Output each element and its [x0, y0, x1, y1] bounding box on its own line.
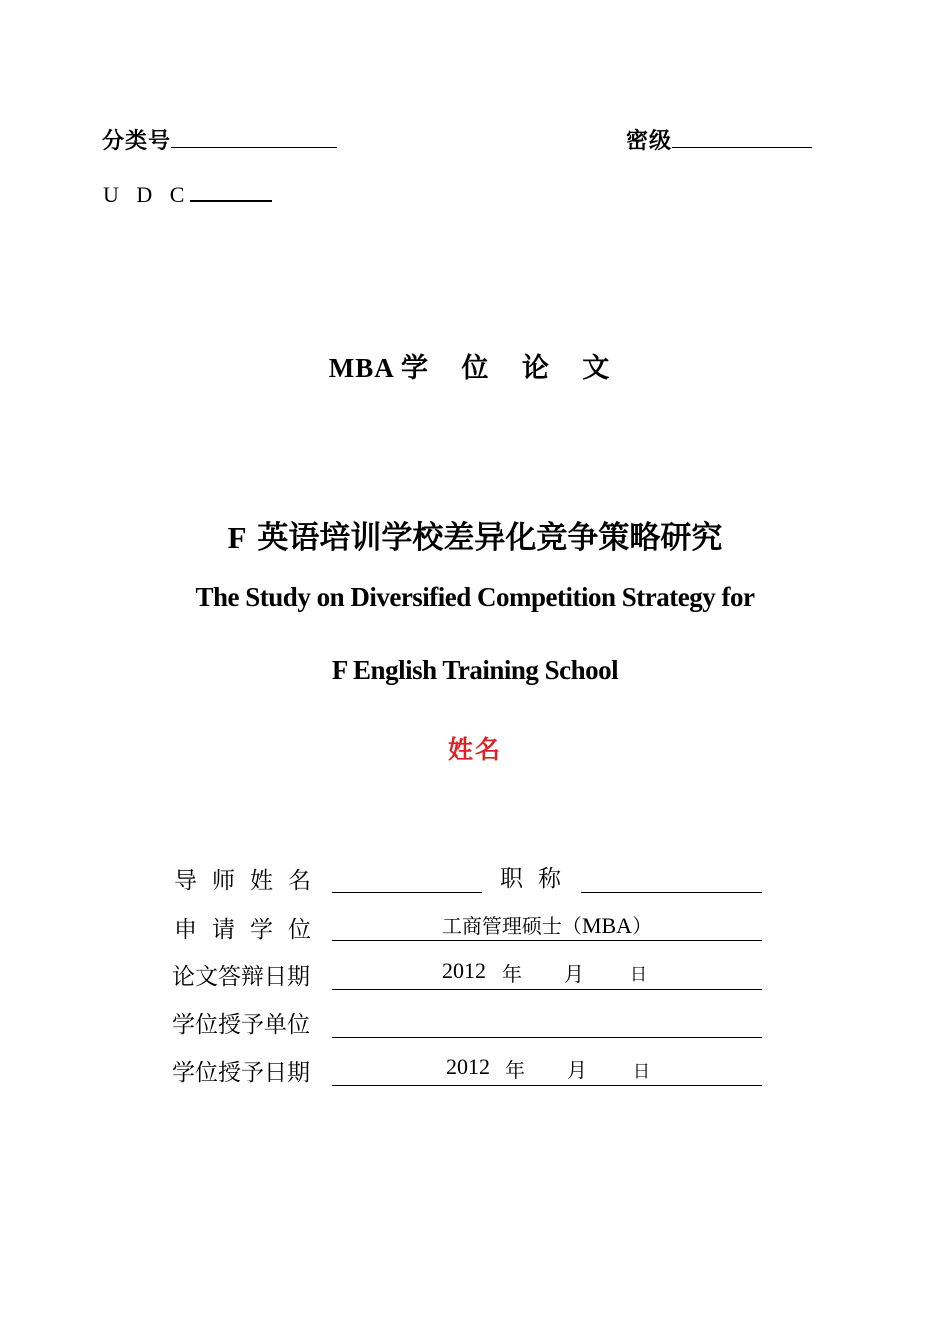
- advisor-underline: [332, 892, 482, 893]
- thesis-title-cn-text: 英语培训学校差异化竞争策略研究: [257, 520, 723, 556]
- defense-day-unit: 日: [630, 965, 647, 985]
- thesis-title-cn-prefix: F: [227, 520, 247, 555]
- grant-date-label: 学位授予日期: [172, 1060, 310, 1086]
- thesis-title-en-line2: F English Training School: [331, 655, 619, 685]
- degree-label: 申请学位: [174, 917, 326, 943]
- secrecy-label: 密级: [626, 128, 673, 153]
- grant-date-underline: [332, 1085, 762, 1086]
- advisor-label: 导师姓名: [174, 868, 326, 894]
- author-name: 姓名: [447, 735, 502, 764]
- grant-year: 2012: [446, 1054, 490, 1079]
- grantor-label: 学位授予单位: [172, 1012, 310, 1038]
- udc-label: U D C: [103, 182, 191, 207]
- job-title-underline: [581, 892, 762, 893]
- classification-field: [102, 124, 337, 155]
- degree-underline: [332, 940, 762, 941]
- defense-month-unit: 月: [564, 962, 584, 986]
- job-title-label: 职称: [500, 866, 576, 892]
- degree-title-suffix: 学 位 论 文: [401, 353, 622, 384]
- defense-year: 2012: [442, 958, 486, 983]
- degree-title-prefix: MBA: [328, 353, 394, 383]
- udc-field: [103, 178, 272, 208]
- classification-underline: [171, 125, 337, 148]
- degree-title: [0, 346, 950, 385]
- secrecy-underline: [672, 125, 812, 148]
- thesis-title-cn: [0, 512, 950, 557]
- classification-label: 分类号: [102, 128, 172, 153]
- degree-value-close: ）: [632, 914, 653, 938]
- grantor-underline: [332, 1037, 762, 1038]
- degree-value-en: MBA: [581, 913, 633, 938]
- defense-year-unit: 年: [502, 962, 522, 986]
- grant-year-unit: 年: [505, 1058, 525, 1082]
- defense-date-underline: [332, 989, 762, 990]
- degree-value: [332, 910, 762, 939]
- grant-day-unit: 日: [633, 1062, 650, 1082]
- degree-value-cn: 工商管理硕士（: [441, 914, 582, 938]
- grant-month-unit: 月: [567, 1058, 587, 1082]
- thesis-title-en-line1: The Study on Diversified Competition Strategy for: [195, 582, 755, 612]
- defense-date-label: 论文答辩日期: [172, 964, 310, 990]
- udc-underline: [190, 178, 272, 202]
- secrecy-field: [626, 124, 812, 155]
